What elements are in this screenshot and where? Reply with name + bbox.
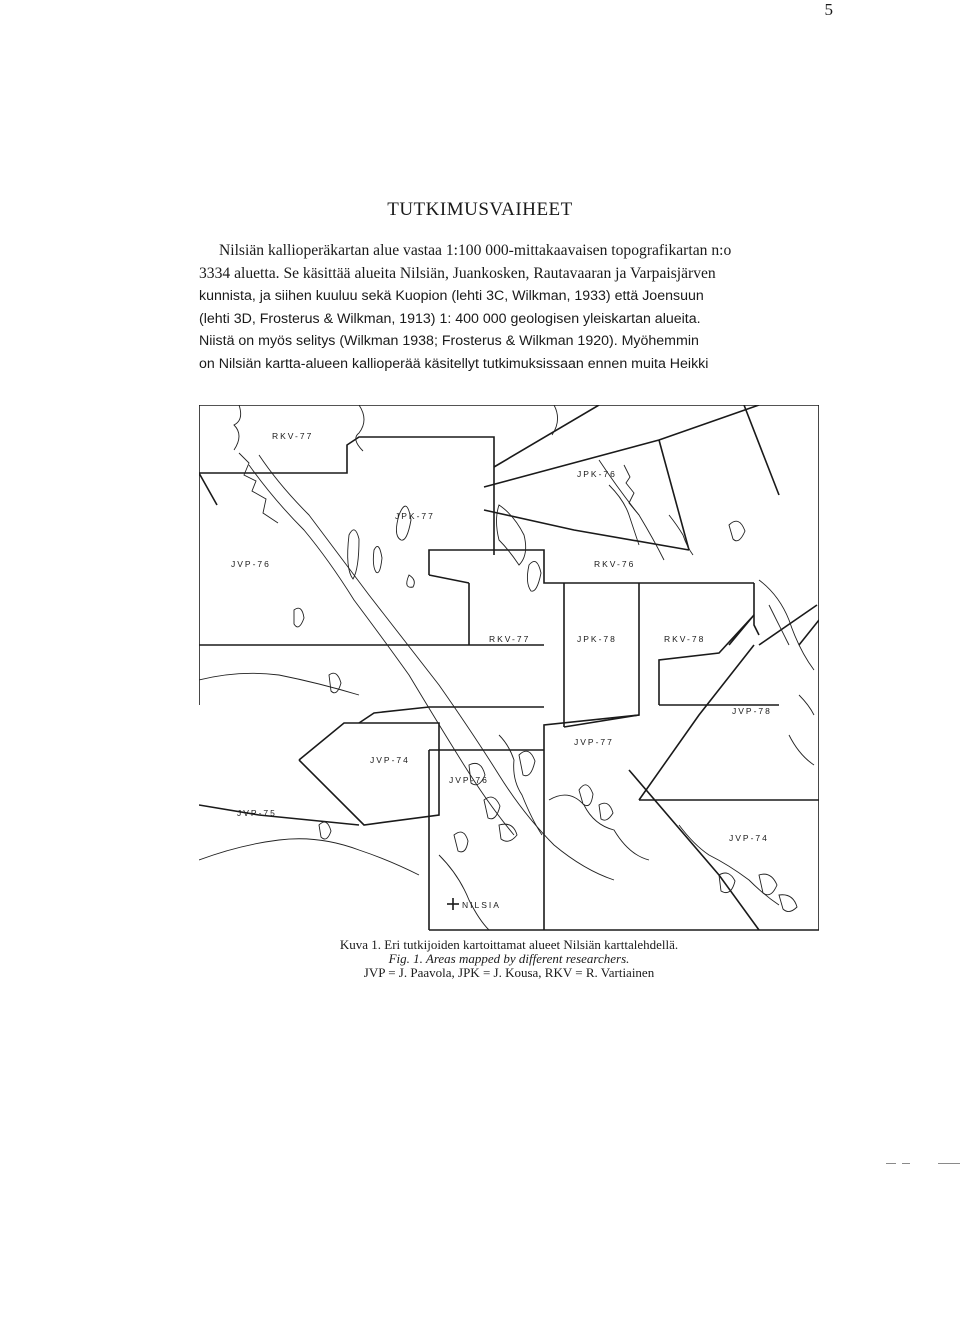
paragraph-line: (lehti 3D, Frosterus & Wilkman, 1913) 1: 400 000 geologisen yleiskartan alueita. [199,310,701,327]
page-number: 5 [824,0,833,19]
map-label: JVP-76 [231,559,271,569]
map-label: JVP-78 [732,706,772,716]
caption-legend: JVP = J. Paavola, JPK = J. Kousa, RKV = R. Vartiainen [363,965,655,980]
paragraph-line: Niistä on myös selitys (Wilkman 1938; Frosterus & Wilkman 1920). Myöhemmin [199,333,699,349]
paragraph-line: kunnista, ja siihen kuuluu sekä Kuopion (lehti 3C, Wilkman, 1933) että Joensuun [199,288,704,304]
map-label: RKV-77 [489,634,531,644]
paragraph-line: Nilsiän kallioperäkartan alue vastaa 1:100 000-mittakaavaisen topografikartan n:o [219,242,732,259]
figure-caption [199,938,819,980]
map-label: JPK-76 [577,469,617,479]
lake-shorelines [199,405,814,930]
map-label: JPK-78 [577,634,617,644]
map-label: JVP-74 [729,833,769,843]
map-label: JVP-76 [449,775,489,785]
caption-finnish: Kuva 1. Eri tutkijoiden kartoittamat alueet Nilsiän karttalehdellä. [339,937,679,952]
body-paragraph [199,240,819,375]
map-label: RKV-77 [272,431,314,441]
map-label: RKV-76 [594,559,636,569]
map-label: JVP-77 [574,737,614,747]
map-label: JVP-74 [370,755,410,765]
map-label: JVP-75 [237,808,277,818]
map-label: RKV-78 [664,634,706,644]
map-label: NILSIA [462,900,501,910]
paragraph-line: 3334 aluetta. Se käsittää alueita Nilsiän, Juankosken, Rautavaaran ja Varpaisjärven [199,264,716,282]
survey-area-map [199,405,819,935]
map-figure [199,405,819,935]
caption-english: Fig. 1. Areas mapped by different researchers. [388,951,630,966]
paragraph-line: on Nilsiän kartta-alueen kallioperää käsitellyt tutkimuksissaan ennen muita Heikki [199,355,709,372]
nilsia-marker-icon [447,898,459,910]
scan-edge-marks [886,1163,960,1167]
area-boundaries [199,405,819,930]
map-label: JPK-77 [395,511,435,521]
section-heading: TUTKIMUSVAIHEET [387,199,573,220]
